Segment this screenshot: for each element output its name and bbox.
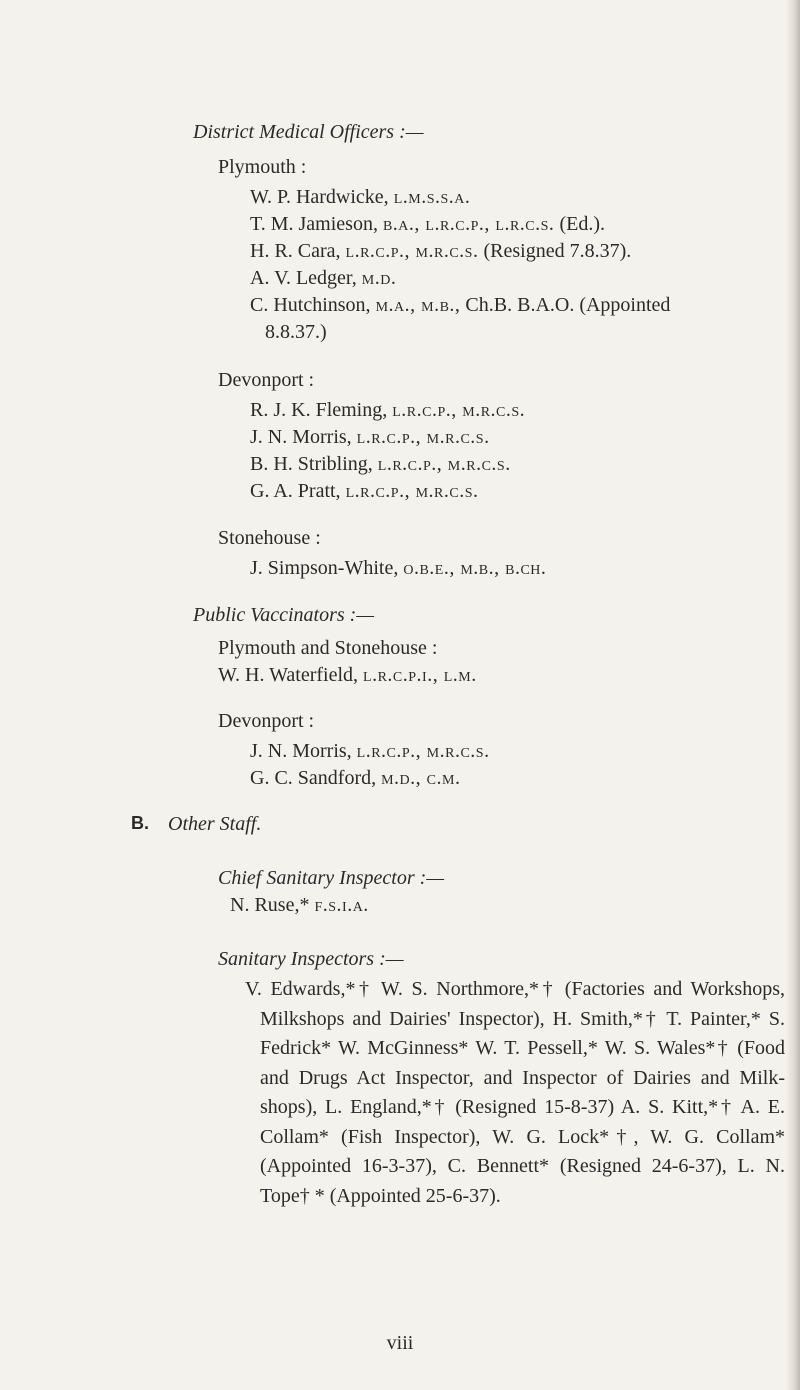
- chief-sanitary-inspector-heading: Chief Sanitary Inspector :—: [218, 867, 445, 889]
- inspector-name: N. Ruse,*: [230, 894, 310, 916]
- officer-entry: [250, 185, 470, 209]
- officer-name: J. N. Morris,: [250, 426, 352, 448]
- other-staff-heading: Other Staff.: [168, 813, 262, 835]
- officer-name: A. V. Ledger,: [250, 267, 357, 289]
- officer-entry: [250, 212, 605, 236]
- officer-entry: [250, 398, 525, 422]
- officer-qualifications: l.r.c.p., m.r.c.s.: [392, 399, 526, 421]
- vaccinator-name: W. H. Waterfield,: [218, 664, 359, 686]
- plymouth-label: Plymouth :: [218, 156, 307, 178]
- officer-qualifications: l.r.c.p., m.r.c.s.: [345, 480, 479, 502]
- officer-entry: [250, 239, 631, 263]
- officer-qualifications: b.a., l.r.c.p., l.r.c.s.: [382, 213, 555, 235]
- officer-qualifications: m.a., m.b.,: [375, 294, 461, 316]
- vaccinator-entry: [250, 739, 490, 763]
- officer-qualifications: l.r.c.p., m.r.c.s.: [356, 426, 490, 448]
- vaccinator-qualifications: l.r.c.p., m.r.c.s.: [356, 740, 490, 762]
- public-vaccinators-heading: Public Vaccinators :—: [193, 604, 375, 626]
- section-letter: B.: [131, 813, 149, 833]
- inspector-qualifications: f.s.i.a.: [314, 894, 369, 916]
- vaccinator-qualifications: l.r.c.p.i., l.m.: [363, 664, 477, 686]
- officer-entry: [250, 556, 546, 580]
- officer-qualifications: l.m.s.s.a.: [393, 186, 471, 208]
- devonport-label: Devonport :: [218, 369, 315, 391]
- officer-name: R. J. K. Fleming,: [250, 399, 388, 421]
- officer-entry: [250, 479, 479, 503]
- officer-note: Ch.B. B.A.O. (Appointed: [465, 294, 671, 316]
- plymouth-stonehouse-label: Plymouth and Stonehouse :: [218, 637, 438, 659]
- officer-qualifications: o.b.e., m.b., b.ch.: [403, 557, 547, 579]
- sanitary-inspectors-list: V. Edwards,*† W. S. Northmore,*† (Factories and Workshops, Milkshops and Dairies' Inspector), H. Smith,*† T. Painter,* S. Fedrick* W. McGinness* W. T. Pessell,* W. S. Wales*† (Food and Drugs Act Inspector, and Inspector of Dairies and Milk-shops), L. England,*† (Resigned 15-8-37) A. S. Kitt,*† A. E. Collam* (Fish Inspector), W. G. Lock*†, W. G. Collam* (Appointed 16-3-37), C. Bennett* (Resigned 24-6-37), L. N. Tope† * (Appointed 25-6-37).: [245, 978, 785, 1207]
- vaccinator-entry: [250, 766, 460, 790]
- vaccinator-name: J. N. Morris,: [250, 740, 352, 762]
- sanitary-inspectors-heading: Sanitary Inspectors :—: [218, 948, 404, 970]
- officer-note: (Ed.).: [559, 213, 605, 235]
- vaccinator-qualifications: m.d., c.m.: [381, 767, 461, 789]
- officer-entry: [250, 452, 511, 476]
- officer-qualifications: m.d.: [361, 267, 397, 289]
- vaccinators-devonport-label: Devonport :: [218, 710, 315, 732]
- officer-qualifications: l.r.c.p., m.r.c.s.: [377, 453, 511, 475]
- district-medical-officers-heading: District Medical Officers :—: [193, 121, 424, 143]
- officer-entry: [250, 266, 396, 290]
- officer-qualifications: l.r.c.p., m.r.c.s.: [345, 240, 479, 262]
- officer-entry: [250, 293, 670, 317]
- officer-name: B. H. Stribling,: [250, 453, 373, 475]
- officer-entry: [250, 425, 490, 449]
- page-number: viii: [386, 1332, 414, 1354]
- officer-name: J. Simpson-White,: [250, 557, 399, 579]
- officer-name: H. R. Cara,: [250, 240, 341, 262]
- stonehouse-label: Stonehouse :: [218, 527, 321, 549]
- officer-note-continuation: 8.8.37.): [265, 321, 327, 343]
- chief-sanitary-inspector-entry: [230, 893, 369, 917]
- vaccinator-entry: [218, 663, 477, 687]
- officer-name: G. A. Pratt,: [250, 480, 341, 502]
- officer-name: T. M. Jamieson,: [250, 213, 378, 235]
- officer-name: W. P. Hardwicke,: [250, 186, 389, 208]
- vaccinator-name: G. C. Sandford,: [250, 767, 377, 789]
- officer-name: C. Hutchinson,: [250, 294, 371, 316]
- officer-note: (Resigned 7.8.37).: [483, 240, 632, 262]
- page-edge-shadow: [786, 0, 800, 1390]
